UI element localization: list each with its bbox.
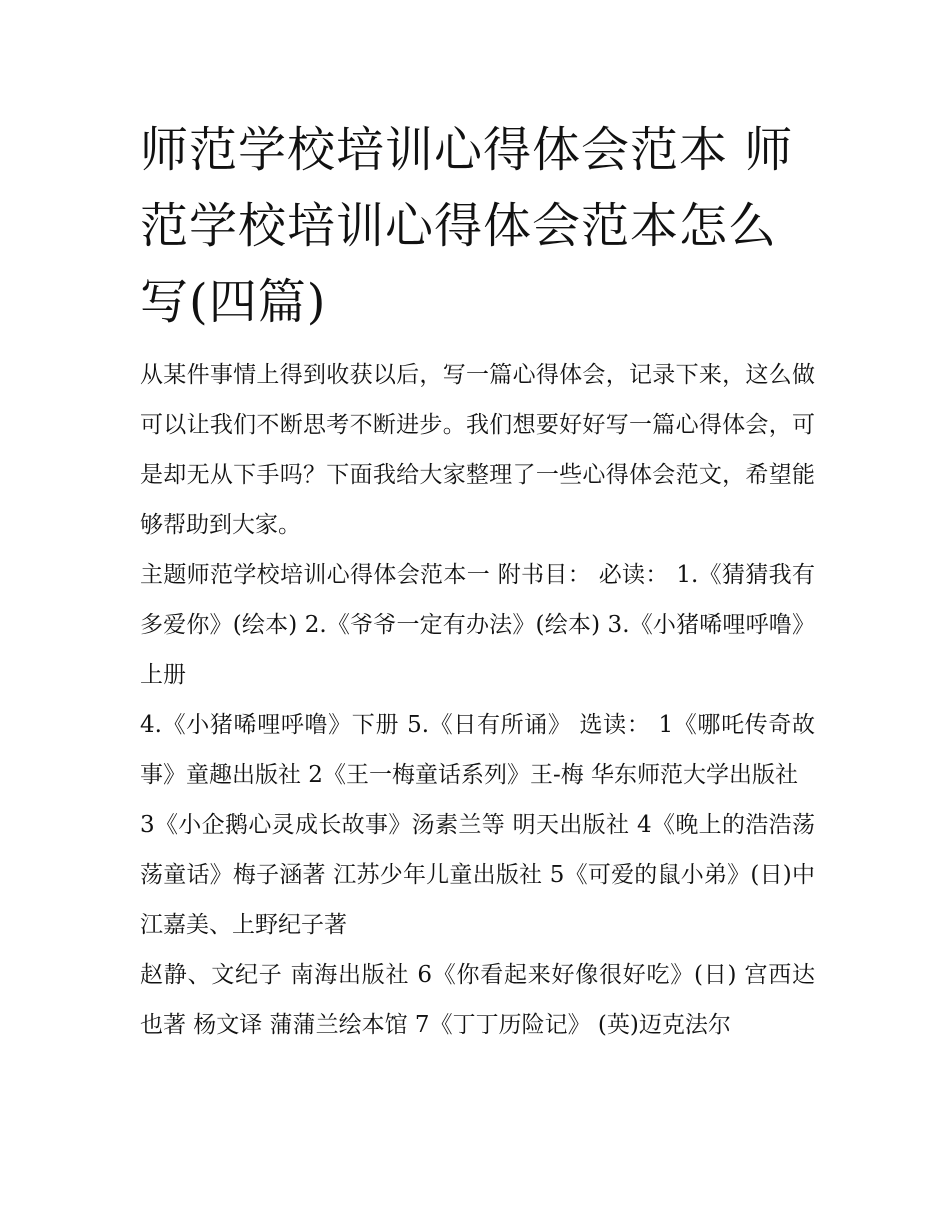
book-list-paragraph-2: 4.《小猪唏哩呼噜》下册 5.《日有所诵》 选读： 1《哪吒传奇故事》童趣出版社 2《王一梅童话系列》王-梅 华东师范大学出版社 [140, 712, 815, 788]
intro-paragraph: 从某件事情上得到收获以后，写一篇心得体会，记录下来，这么做可以让我们不断思考不断进步。我们想要好好写一篇心得体会，可是却无从下手吗？下面我给大家整理了一些心得体会范文，希望能够帮助到大家。 [140, 362, 815, 538]
book-list-paragraph-4: 赵静、文纪子 南海出版社 6《你看起来好像很好吃》(日) 宫西达也著 杨文译 蒲蒲兰绘本馆 7《丁丁历险记》 (英)迈克法尔 [140, 962, 815, 1038]
book-list-paragraph-3: 3《小企鹅心灵成长故事》汤素兰等 明天出版社 4《晚上的浩浩荡荡童话》梅子涵著 江苏少年儿童出版社 5《可爱的鼠小弟》(日)中江嘉美、上野纪子著 [140, 812, 815, 938]
book-list-paragraph-1: 主题师范学校培训心得体会范本一 附书目： 必读： 1.《猜猜我有多爱你》(绘本) 2.《爷爷一定有办法》(绘本) 3.《小猪唏哩呼噜》上册 [140, 562, 815, 688]
document-page [140, 112, 815, 1050]
document-title: 师范学校培训心得体会范本 师范学校培训心得体会范本怎么写(四篇) [140, 122, 794, 330]
